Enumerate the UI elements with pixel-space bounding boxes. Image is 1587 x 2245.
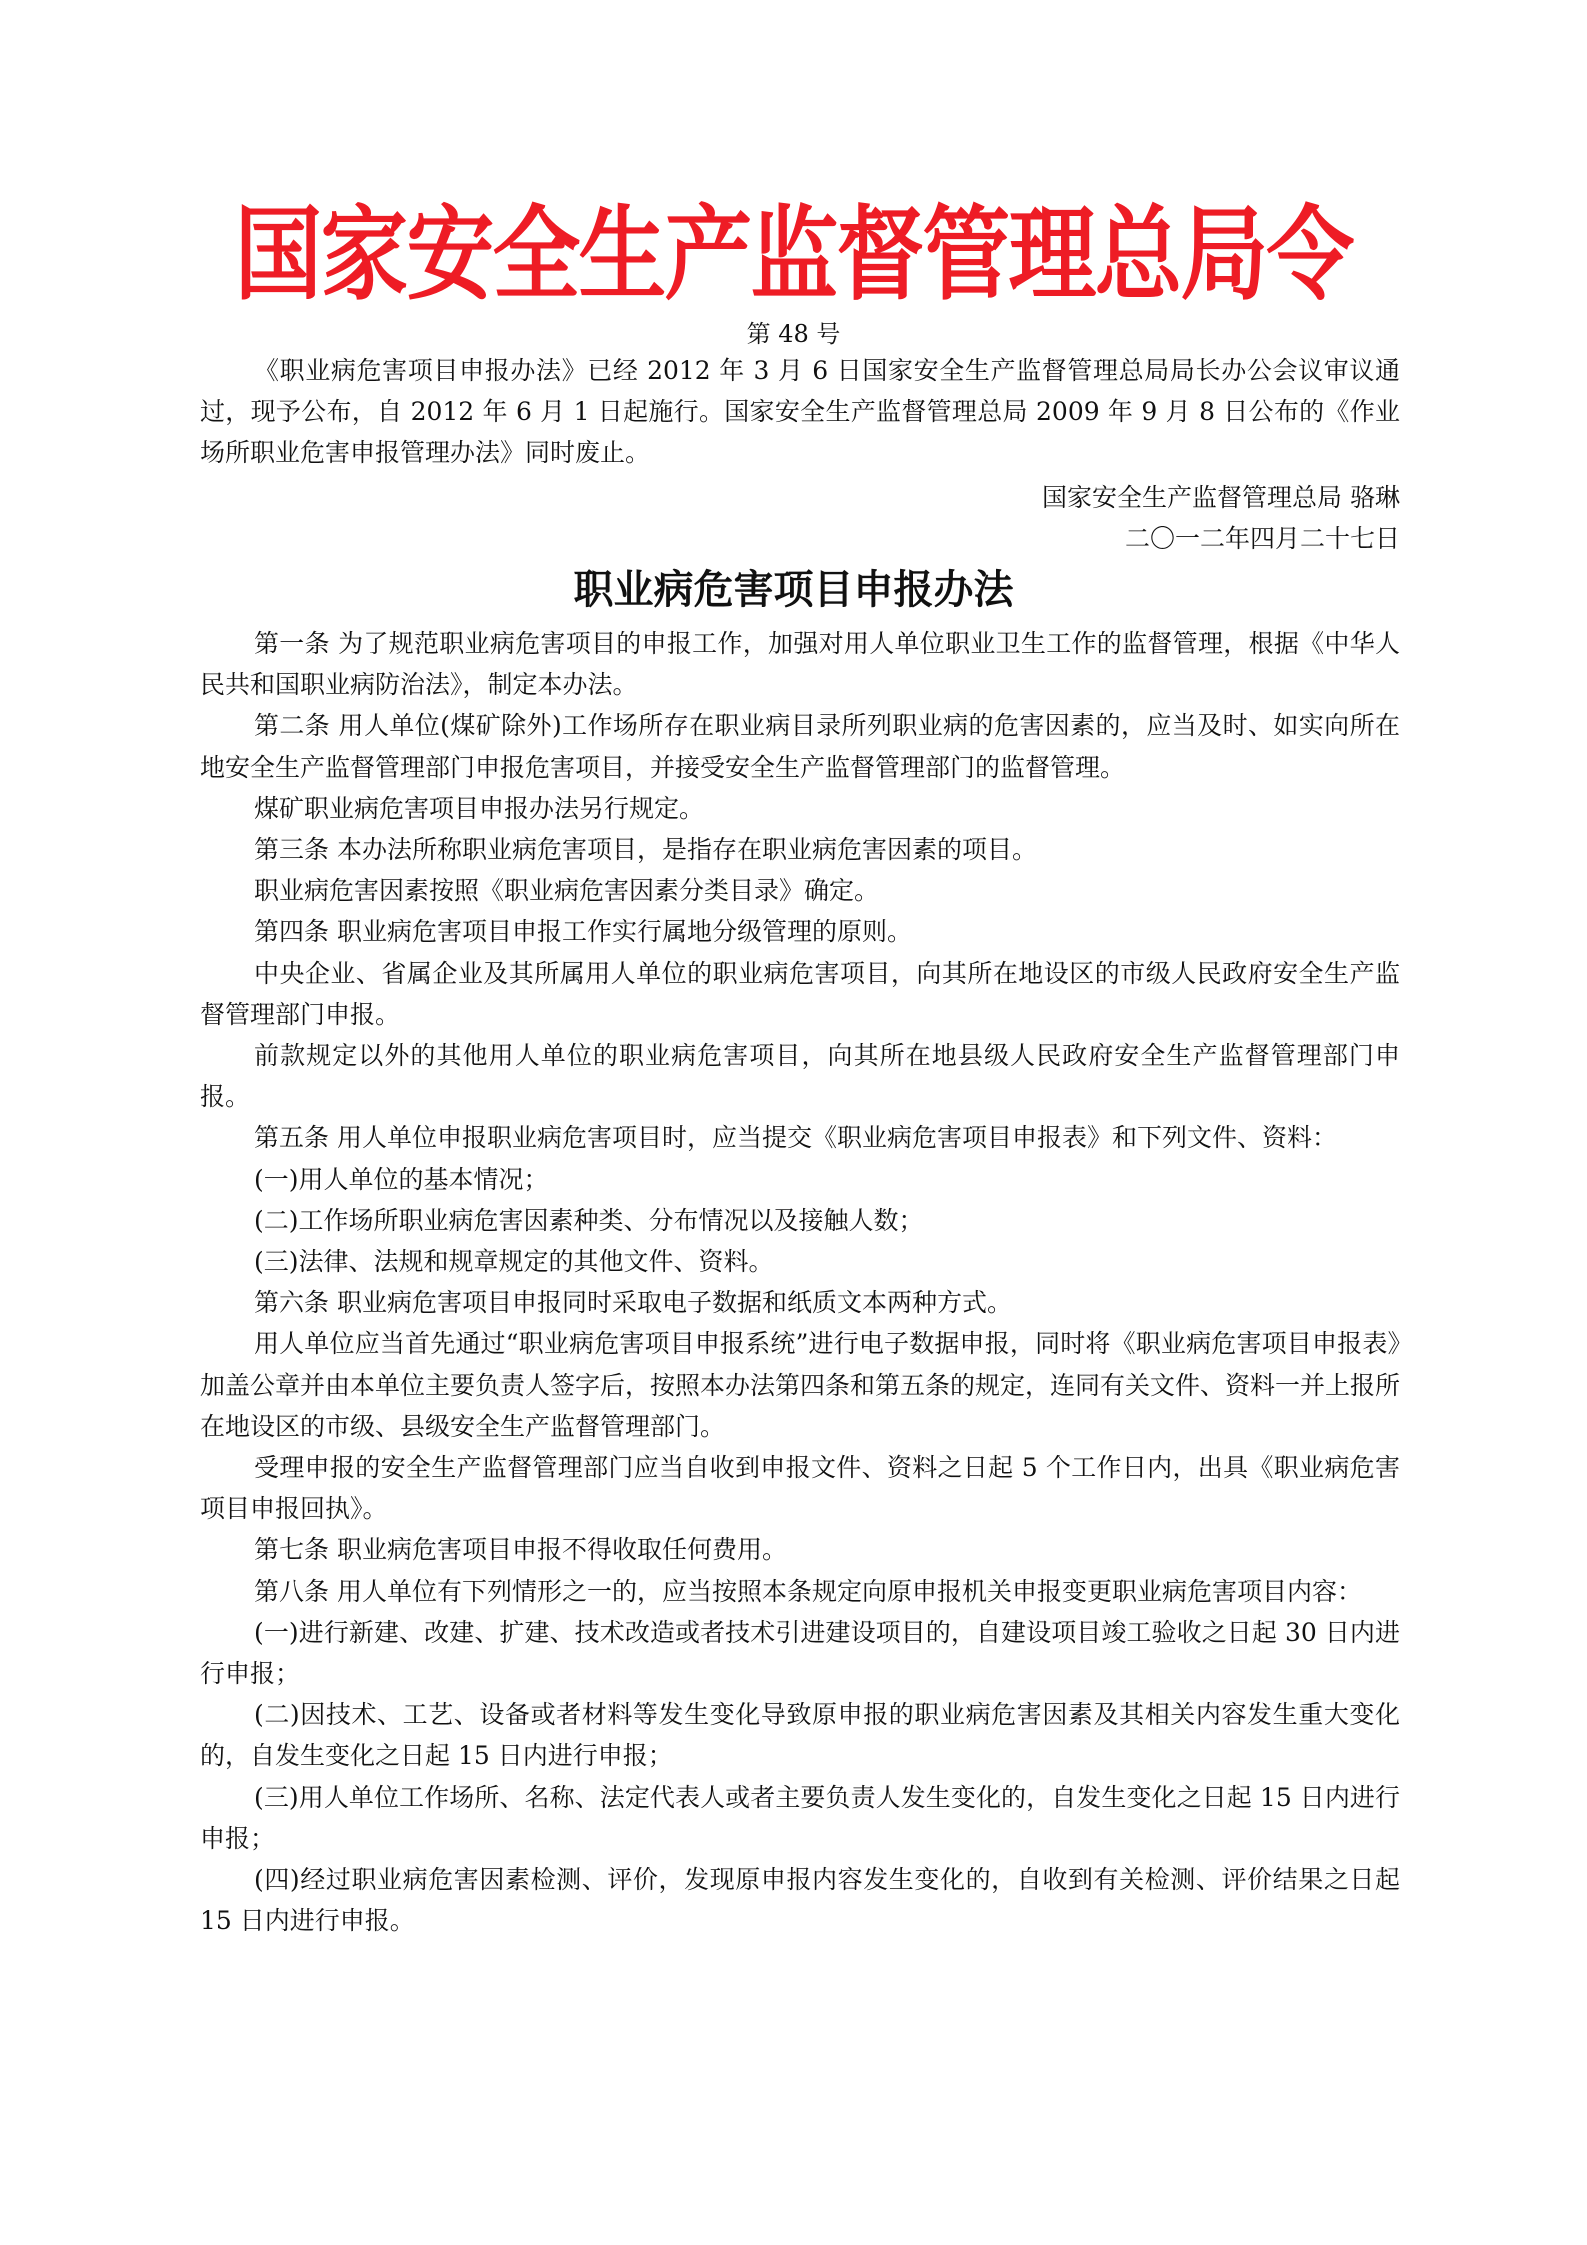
article-paragraph: 第一条 为了规范职业病危害项目的申报工作，加强对用人单位职业卫生工作的监督管理，根据《中华人民共和国职业病防治法》，制定本办法。 xyxy=(200,629,1400,700)
article-paragraph: 第七条 职业病危害项目申报不得收取任何费用。 xyxy=(254,1535,787,1565)
article-paragraph: 用人单位应当首先通过“职业病危害项目申报系统”进行电子数据申报，同时将《职业病危害项目申报表》加盖公章并由本单位主要负责人签字后，按照本办法第四条和第五条的规定，连同有关文件、资料一并上报所在地设区的市级、县级安全生产监督管理部门。 xyxy=(200,1329,1401,1441)
list-item: (二)工作场所职业病危害因素种类、分布情况以及接触人数； xyxy=(254,1205,924,1235)
list-item: (三)法律、法规和规章规定的其他文件、资料。 xyxy=(254,1247,774,1277)
articles-body xyxy=(200,623,1400,1942)
article-paragraph: 煤矿职业病危害项目申报办法另行规定。 xyxy=(254,793,705,823)
document-title: 职业病危害项目申报办法 xyxy=(573,567,1014,613)
article-paragraph: 第六条 职业病危害项目申报同时采取电子数据和纸质文本两种方式。 xyxy=(254,1288,1012,1318)
signature-block xyxy=(200,477,1400,559)
list-item: (三)用人单位工作场所、名称、法定代表人或者主要负责人发生变化的，自发生变化之日起 15 日内进行申报； xyxy=(200,1782,1400,1853)
intro-block xyxy=(200,350,1400,474)
decree-number: 第 48 号 xyxy=(746,320,841,348)
article-paragraph: 第三条 本办法所称职业病危害项目，是指存在职业病危害因素的项目。 xyxy=(254,835,1037,865)
article-paragraph: 第八条 用人单位有下列情形之一的，应当按照本条规定向原申报机关申报变更职业病危害项目内容： xyxy=(254,1576,1362,1606)
list-item: (四)经过职业病危害因素检测、评价，发现原申报内容发生变化的，自收到有关检测、评价结果之日起 15 日内进行申报。 xyxy=(200,1865,1400,1936)
list-item: (二)因技术、工艺、设备或者材料等发生变化导致原申报的职业病危害因素及其相关内容发生重大变化的，自发生变化之日起 15 日内进行申报； xyxy=(200,1700,1400,1771)
signature-issuer: 国家安全生产监督管理总局 骆琳 xyxy=(1042,483,1400,512)
article-paragraph: 前款规定以外的其他用人单位的职业病危害项目，向其所在地县级人民政府安全生产监督管理部门申报。 xyxy=(200,1041,1400,1112)
list-item: (一)进行新建、改建、扩建、技术改造或者技术引进建设项目的，自建设项目竣工验收之日起 30 日内进行申报； xyxy=(200,1617,1400,1689)
intro-paragraph: 《职业病危害项目申报办法》已经 2012 年 3 月 6 日国家安全生产监督管理总局局长办公会议审议通过，现予公布，自 2012 年 6 月 1 日起施行。国家安全生产监督管理总局 2009 年 9 月 8 日公布的《作业场所职业危害申报管理办法》同时废止。 xyxy=(200,356,1400,468)
article-paragraph: 职业病危害因素按照《职业病危害因素分类目录》确定。 xyxy=(254,876,880,906)
article-paragraph: 第二条 用人单位(煤矿除外)工作场所存在职业病目录所列职业病的危害因素的，应当及时、如实向所在地安全生产监督管理部门申报危害项目，并接受安全生产监督管理部门的监督管理。 xyxy=(200,711,1400,782)
list-item: (一)用人单位的基本情况； xyxy=(254,1164,549,1194)
decree-header-title: 国家安全生产监督管理总局令 xyxy=(234,195,1353,315)
article-paragraph: 中央企业、省属企业及其所属用人单位的职业病危害项目，向其所在地设区的市级人民政府安全生产监督管理部门申报。 xyxy=(200,958,1400,1029)
article-paragraph: 受理申报的安全生产监督管理部门应当自收到申报文件、资料之日起 5 个工作日内，出具《职业病危害项目申报回执》。 xyxy=(200,1453,1400,1524)
article-paragraph: 第四条 职业病危害项目申报工作实行属地分级管理的原则。 xyxy=(254,917,912,947)
article-paragraph: 第五条 用人单位申报职业病危害项目时，应当提交《职业病危害项目申报表》和下列文件、资料： xyxy=(254,1123,1337,1153)
signature-date: 二〇一二年四月二十七日 xyxy=(1124,524,1400,553)
